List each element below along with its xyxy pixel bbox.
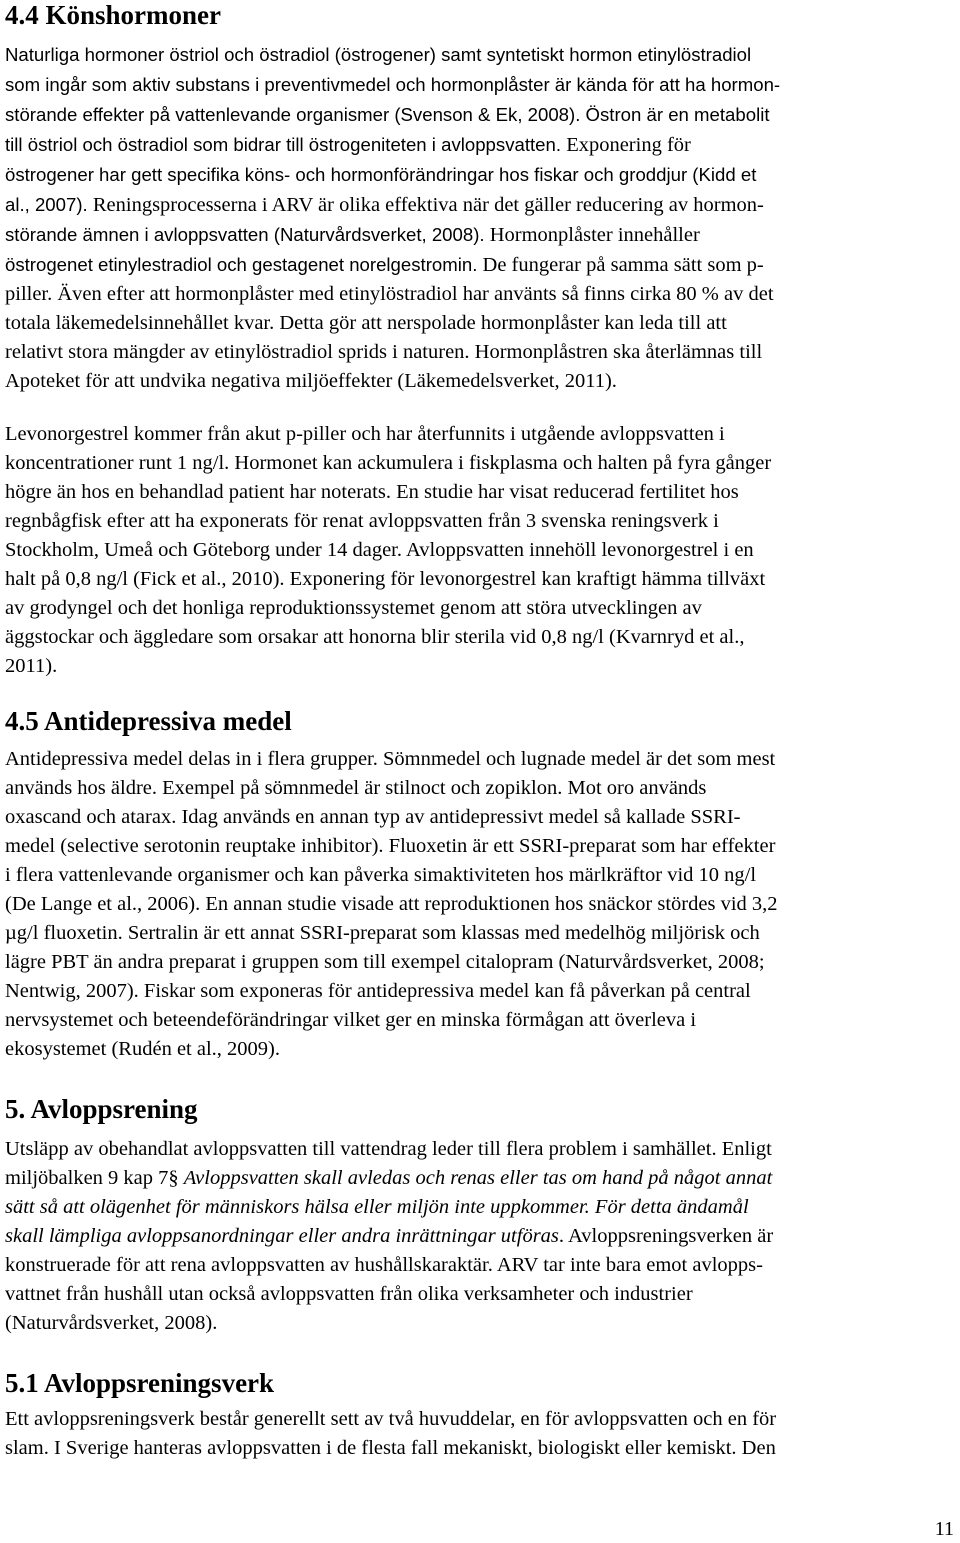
section-heading: 4.4 Könshormoner — [5, 0, 221, 30]
text-segment: östrogenet etinylestradiol och gestagenet norelgestromin. — [5, 254, 483, 275]
text-segment: Nentwig, 2007). Fiskar som exponeras för antidepressiva medel kan få påverkan på central — [5, 980, 751, 1002]
text-segment: som ingår som aktiv substans i preventivmedel och hormonplåster är kända för att ha hormon- — [5, 74, 781, 95]
text-segment: µg/l fluoxetin. Sertralin är ett annat SSRI-preparat som klassas med medelhög miljörisk och — [5, 922, 760, 944]
text-line — [5, 70, 780, 100]
text-segment: högre än hos en behandlad patient har noterats. En studie har visat reducerad fertilitet hos — [5, 481, 739, 503]
text-line — [5, 536, 771, 565]
text-segment: av grodyngel och det honliga reproduktionssystemet genom att störa utvecklingen av — [5, 597, 702, 619]
paragraph — [5, 745, 778, 1064]
paragraph — [5, 40, 780, 396]
text-segment: ekosystemet (Rudén et al., 2009). — [5, 1038, 280, 1060]
section-heading: 4.5 Antidepressiva medel — [5, 706, 292, 736]
text-line — [5, 280, 780, 309]
paragraph — [5, 1405, 776, 1463]
text-line — [5, 160, 780, 190]
section-4-5 — [5, 706, 292, 736]
text-line — [5, 977, 778, 1006]
text-line — [5, 1405, 776, 1434]
text-line — [5, 774, 778, 803]
text-segment: Reningsprocesserna i ARV är olika effektiva när det gäller reducering av hormon- — [92, 194, 764, 216]
text-line — [5, 1164, 773, 1193]
text-segment: oxascand och atarax. Idag används en annan typ av antidepressivt medel så kallade SSRI- — [5, 806, 741, 828]
text-line — [5, 100, 780, 130]
text-line — [5, 832, 778, 861]
page-number: 11 — [934, 1518, 954, 1540]
text-segment: relativt stora mängder av etinylöstradiol sprids i naturen. Hormonplåstren ska återlämnas till — [5, 341, 763, 363]
text-line — [5, 948, 778, 977]
text-line — [5, 1434, 776, 1463]
text-segment: miljöbalken 9 kap 7§ — [5, 1167, 184, 1189]
text-segment: äggstockar och äggledare som orsakar att honorna blir sterila vid 0,8 ng/l (Kvarnryd et al., — [5, 626, 745, 648]
text-segment: al., 2007). — [5, 194, 93, 215]
text-line — [5, 130, 780, 160]
text-segment: regnbågfisk efter att ha exponerats för renat avloppsvatten från 3 svenska reningsverk i — [5, 510, 719, 532]
text-line — [5, 40, 780, 70]
text-line — [5, 309, 780, 338]
text-segment: koncentrationer runt 1 ng/l. Hormonet kan ackumulera i fiskplasma och halten på fyra gånger — [5, 452, 772, 474]
section-4-4 — [5, 0, 221, 30]
text-line — [5, 1309, 773, 1338]
section-5-1 — [5, 1368, 274, 1398]
paragraph — [5, 420, 771, 681]
text-line — [5, 594, 771, 623]
text-line — [5, 338, 780, 367]
text-segment: halt på 0,8 ng/l (Fick et al., 2010). Exponering för levonorgestrel kan kraftigt hämma tillväxt — [5, 568, 766, 590]
text-line — [5, 449, 771, 478]
text-segment: i flera vattenlevande organismer och kan påverka simaktiviteten hos märlkräftor vid 10 ng/l — [5, 864, 757, 886]
text-segment: östrogener har gett specifika köns- och hormonförändringar hos fiskar och groddjur (Kidd et — [5, 164, 757, 185]
text-segment: De fungerar på samma sätt som p- — [482, 254, 764, 276]
text-line — [5, 1193, 773, 1222]
text-line — [5, 652, 771, 681]
section-5 — [5, 1094, 198, 1124]
text-line — [5, 803, 778, 832]
text-segment: Exponering för — [566, 134, 691, 156]
text-line — [5, 367, 780, 396]
text-segment: Utsläpp av obehandlat avloppsvatten till vattendrag leder till flera problem i samhället. Enligt — [5, 1138, 772, 1160]
text-line — [5, 250, 780, 280]
text-segment: slam. I Sverige hanteras avloppsvatten i de flesta fall mekaniskt, biologiskt eller kemiskt. Den — [5, 1437, 776, 1459]
text-segment: Levonorgestrel kommer från akut p-piller och har återfunnits i utgående avloppsvatten i — [5, 423, 725, 445]
text-segment: vattnet från hushåll utan också avloppsvatten från olika verksamheter och industrier — [5, 1283, 693, 1305]
text-segment: Antidepressiva medel delas in i flera grupper. Sömnmedel och lugnade medel är det som mest — [5, 748, 776, 770]
text-segment: Ett avloppsreningsverk består generellt sett av två huvuddelar, en för avloppsvatten och en för — [5, 1408, 777, 1430]
text-segment: . Avloppsreningsverken är — [558, 1225, 774, 1247]
text-line — [5, 420, 771, 449]
text-segment: lägre PBT än andra preparat i gruppen som till exempel citalopram (Naturvårdsverket, 2008; — [5, 951, 765, 973]
text-segment: används hos äldre. Exempel på sömnmedel är stilnoct och zopiklon. Mot oro används — [5, 777, 707, 799]
text-line — [5, 861, 778, 890]
text-segment: piller. Även efter att hormonplåster med etinylöstradiol har använts så finns cirka 80 % av det — [5, 283, 774, 305]
section-heading: 5.1 Avloppsreningsverk — [5, 1368, 275, 1398]
text-line — [5, 565, 771, 594]
text-segment: (De Lange et al., 2006). En annan studie visade att reproduktionen hos snäckor stördes vid 3,2 — [5, 893, 778, 915]
text-segment: sätt så att olägenhet för människors hälsa eller miljön inte uppkommer. För detta ändamål — [5, 1196, 749, 1218]
text-segment: Hormonplåster innehåller — [489, 224, 700, 246]
text-segment: Stockholm, Umeå och Göteborg under 14 dager. Avloppsvatten innehöll levonorgestrel i en — [5, 539, 754, 561]
text-line — [5, 1280, 773, 1309]
text-line — [5, 1006, 778, 1035]
text-line — [5, 745, 778, 774]
text-segment: skall lämpliga avloppsanordningar eller andra inrättningar utföras — [5, 1225, 559, 1247]
text-segment: konstruerade för att rena avloppsvatten av hushållskaraktär. ARV tar inte bara emot avlopps- — [5, 1254, 763, 1276]
text-segment: nervsystemet och beteendeförändringar vilket ger en minska förmågan att överleva i — [5, 1009, 697, 1031]
text-line — [5, 507, 771, 536]
text-segment: till östriol och östradiol som bidrar till östrogeniteten i avloppsvatten. — [5, 134, 567, 155]
text-segment: Apoteket för att undvika negativa miljöeffekter (Läkemedelsverket, 2011). — [5, 370, 617, 392]
text-line — [5, 1251, 773, 1280]
section-heading: 5. Avloppsrening — [5, 1094, 198, 1124]
text-segment: störande ämnen i avloppsvatten (Naturvårdsverket, 2008). — [5, 224, 490, 245]
text-line — [5, 1035, 778, 1064]
text-segment: störande effekter på vattenlevande organismer (Svenson & Ek, 2008). Östron är en metabolit — [5, 104, 770, 125]
text-line — [5, 1222, 773, 1251]
text-line — [5, 190, 780, 220]
text-segment: Naturliga hormoner östriol och östradiol (östrogener) samt syntetiskt hormon etinylöstradiol — [5, 44, 752, 65]
text-line — [5, 919, 778, 948]
text-line — [5, 890, 778, 919]
paragraph — [5, 1135, 773, 1338]
text-segment: (Naturvårdsverket, 2008). — [5, 1312, 218, 1334]
text-line — [5, 623, 771, 652]
text-line — [5, 220, 780, 250]
text-line — [5, 478, 771, 507]
text-segment: 2011). — [5, 655, 58, 677]
text-line — [5, 1135, 773, 1164]
text-segment: medel (selective serotonin reuptake inhibitor). Fluoxetin är ett SSRI-preparat som har effekter — [5, 835, 776, 857]
text-segment: Avloppsvatten skall avledas och renas eller tas om hand på något annat — [183, 1167, 773, 1189]
text-segment: totala läkemedelsinnehållet kvar. Detta gör att nerspolade hormonplåster kan leda till att — [5, 312, 727, 334]
